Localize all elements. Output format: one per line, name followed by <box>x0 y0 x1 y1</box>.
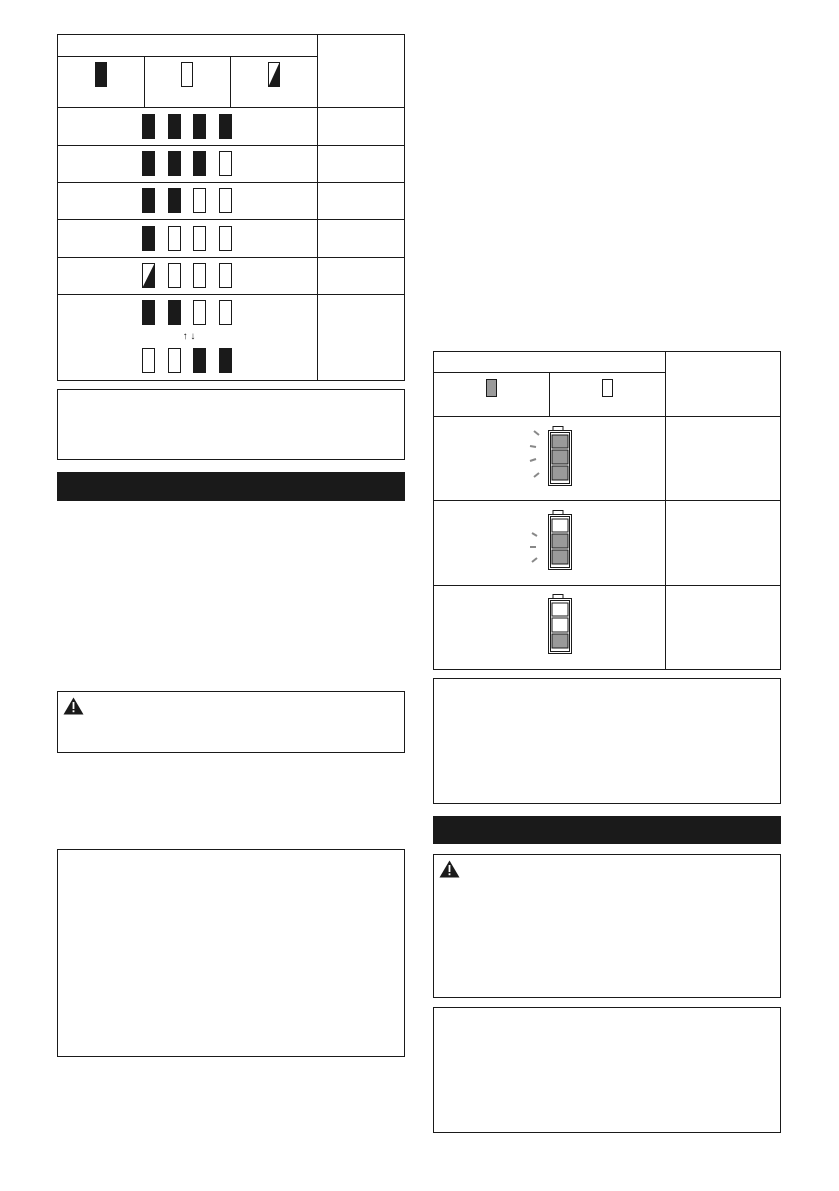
lamp-on-icon <box>193 348 206 373</box>
lamp-off-icon <box>602 379 613 397</box>
table-divider <box>549 372 550 416</box>
battery-level-icon <box>520 509 576 575</box>
table-divider <box>57 257 405 258</box>
table-divider <box>57 56 317 57</box>
lamp-on-icon <box>168 188 181 213</box>
lamp-on-icon <box>142 114 155 139</box>
lamp-on-icon <box>168 114 181 139</box>
lamp-off-icon <box>181 62 193 87</box>
note-box <box>57 389 405 460</box>
warning-box <box>433 854 781 998</box>
lamp-on-icon <box>219 348 232 373</box>
lamp-off-icon <box>168 348 181 373</box>
lamp-off-icon <box>168 226 181 251</box>
lamp-on-icon <box>95 62 107 87</box>
lamp-off-icon <box>219 188 232 213</box>
lamp-blinking-icon <box>142 263 155 288</box>
table-divider <box>57 145 405 146</box>
warning-triangle-icon <box>63 697 84 715</box>
lamp-on-icon <box>193 114 206 139</box>
lamp-off-icon <box>219 151 232 176</box>
lamp-off-icon <box>219 226 232 251</box>
table-divider <box>433 500 781 501</box>
note-box <box>433 678 781 804</box>
lamp-on-icon <box>142 226 155 251</box>
table-divider <box>57 294 405 295</box>
table-divider <box>665 351 666 670</box>
lamp-off-icon <box>193 300 206 325</box>
lamp-on-icon <box>142 300 155 325</box>
lamp-on-icon <box>193 151 206 176</box>
lamp-on-icon <box>142 188 155 213</box>
lamp-on-icon <box>142 151 155 176</box>
table-divider <box>57 219 405 220</box>
lamp-off-icon <box>193 226 206 251</box>
lamp-on-icon <box>168 151 181 176</box>
section-heading-bar <box>433 816 781 844</box>
alternating-arrows: ↑ ↓ <box>182 331 196 342</box>
lamp-off-icon <box>193 263 206 288</box>
lamp-off-icon <box>219 300 232 325</box>
lamp-on-icon <box>219 114 232 139</box>
table-divider <box>317 34 318 381</box>
lamp-off-icon <box>168 263 181 288</box>
lamp-off-icon <box>142 348 155 373</box>
lamp-off-icon <box>219 263 232 288</box>
lamp-on-icon <box>168 300 181 325</box>
note-box <box>57 849 405 1057</box>
lamp-off-icon <box>193 188 206 213</box>
table-divider <box>57 182 405 183</box>
table-divider <box>433 585 781 586</box>
table-divider <box>433 416 781 417</box>
battery-indicator-table <box>433 351 781 670</box>
note-box <box>433 1007 781 1133</box>
battery-level-icon <box>520 593 576 659</box>
section-heading-bar <box>57 472 405 501</box>
battery-level-icon <box>520 425 576 491</box>
table-divider <box>57 107 405 108</box>
caution-box <box>57 691 405 753</box>
table-divider <box>230 56 231 107</box>
lamp-blinking-icon <box>268 62 280 87</box>
lamp-lit-icon <box>486 379 497 397</box>
table-divider <box>144 56 145 107</box>
warning-triangle-icon <box>439 860 460 878</box>
